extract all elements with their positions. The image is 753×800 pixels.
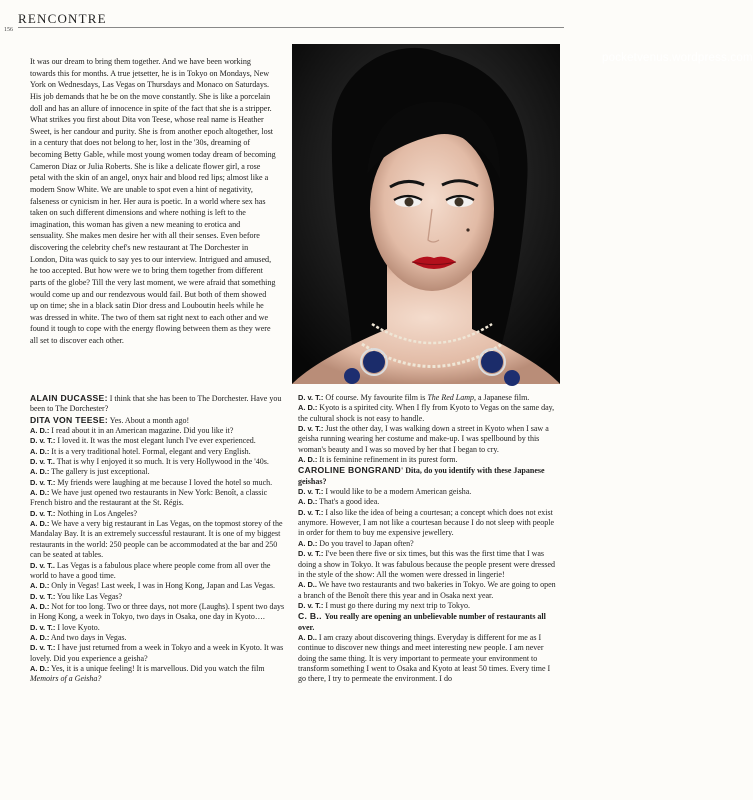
- speech-text: It is feminine refinement in its purest form.: [317, 455, 458, 465]
- interview-paragraph: [298, 539, 558, 549]
- speech-text: I am crazy about discovering things. Everyday is different for me as I continue to discover new things and meet interesting new people. I am never doing the same thing. It is very important to permeate your environment to transform something I went to Osaka and Kyoto at least 50 times. Every time I go there, I try to permeate the environment. I do: [298, 632, 551, 684]
- speaker-label: A. D.:: [30, 663, 50, 673]
- interview-paragraph: [298, 508, 558, 539]
- speaker-label: D. v. T..: [30, 457, 55, 467]
- interview-paragraph: [30, 436, 290, 446]
- interview-paragraph: [30, 664, 290, 685]
- speech-text: We have just opened two restaurants in New York: Benoît, a classic French bistro and the restaurant at the St. Régis.: [30, 488, 268, 508]
- interview-paragraph: [298, 424, 558, 455]
- interview-paragraph: [298, 601, 558, 611]
- interview-column-right: [298, 393, 558, 685]
- speaker-label: D. v. T.:: [298, 549, 324, 559]
- page-number: 156: [4, 27, 13, 33]
- header-divider: [18, 27, 564, 28]
- interview-paragraph: [298, 403, 558, 424]
- interview-paragraph: [30, 457, 290, 467]
- speech-text: Kyoto is a spirited city. When I fly from Kyoto to Vegas on the same day, the cultural shock is not easy to handle.: [298, 403, 555, 423]
- speech-text: You like Las Vegas?: [55, 591, 123, 601]
- speech-text: Not for too long. Two or three days, not more (Laughs). I spent two days in Hong Kong, a week in Tokyo, two days in Osaka, one day in Kyoto….: [30, 601, 285, 622]
- interview-paragraph: [30, 602, 290, 623]
- interview-paragraph: [298, 549, 558, 580]
- speaker-label: D. v. T.:: [298, 393, 324, 402]
- speech-text: Nothing in Los Angeles?: [55, 508, 138, 518]
- speech-text: Yes. About a month ago!: [108, 415, 190, 425]
- interview-paragraph: [298, 465, 558, 487]
- intro-paragraph: It was our dream to bring them together. And we have been working towards this for months. A true jetsetter, he is in Tokyo on Mondays, New York on Wednesdays, Las Vegas on Thursdays and Monaco on Saturdays. His job demands that he be on the move constantly. She is like a porcelain doll and has an allure of innocence in spite of the fact that she is a stripper. What strikes you first about Dita von Teese, whose real name is Heather Sweet, is her candour and purity. She is from another epoch altogether, lost in a century that does not belong to her, lost in the '30s, dreaming of becoming Betty Gable, while most young women today dream of becoming Cameron Diaz or Julia Roberts. She is like a delicate flower girl, a rose petal with the skin of an angel, onyx hair and blood red lips; almost like a modern Snow White. We are unable to spot even a hint of negativity, falseness or cynicism in her. Her aura is poetic. In a world where sex has taken on such different dimensions and where nothing is left to the imagination, this woman has given a new meaning to erotica and sensuality. She makes men desire her with all their senses. Even before discovering the celebrity chef's new restaurant at The Dorchester in London, Dita was quick to say yes to our interview. Intrigued and amused, he too accepted. But how were we to bring them together from different parts of the globe? Till the very last moment, we were afraid that something would come up and our rendezvous would fail. But both of them showed up on time; she in a black satin Dior dress and Louboutin heels while he was dressed in white. The two of them sat right next to each other and we found it tough to cope with the energy flowing between them as they were all set to discover each other.: [30, 57, 276, 345]
- speech-text: Do you travel to Japan often?: [317, 538, 414, 548]
- interview-paragraph: [30, 478, 290, 488]
- speaker-label: D. v. T.:: [30, 622, 56, 632]
- speech-text: I also like the idea of being a courtesan; a concept which does not exist anymore. However, I am not like a courtesan because I do not sleep with people in order for them to buy me expensive jewellery.: [298, 507, 555, 538]
- speech-text: ' Dita, do you identify with these Japanese geishas?: [298, 466, 545, 486]
- speaker-label: D. v. T.:: [30, 477, 56, 487]
- speech-text-tail: , a Japanese film.: [473, 393, 530, 402]
- interview-paragraph: [30, 519, 290, 560]
- speech-text: I think that she has been to The Dorchester. Have you been to The Dorchester?: [30, 394, 282, 414]
- speaker-label: A. D.:: [30, 446, 50, 456]
- speaker-label: DITA VON TEESE:: [30, 414, 109, 425]
- speech-text: I loved it. It was the most elegant lunch I've ever experienced.: [55, 436, 256, 446]
- speaker-label: A. D..: [298, 580, 317, 590]
- section-title: RENCONTRE: [18, 11, 107, 26]
- interview-paragraph: [298, 487, 558, 497]
- speaker-label: A. D.:: [30, 467, 50, 477]
- interview-paragraph: [298, 497, 558, 507]
- speech-text: You really are opening an unbelievable number of restaurants all over.: [298, 612, 546, 632]
- interview-paragraph: [30, 447, 290, 457]
- speaker-label: D. v. T.:: [30, 436, 56, 446]
- speaker-label: C. B..: [298, 611, 325, 622]
- interview-paragraph: [30, 488, 290, 509]
- speech-text: Just the other day, I was walking down a street in Kyoto when I saw a geisha running wearing her costume and make-up. I was spellbound by this woman's beauty and I was so moved by her that I began to cry.: [298, 424, 549, 454]
- interview-paragraph: [30, 643, 290, 664]
- speaker-label: A. D..: [298, 632, 317, 642]
- interview-paragraph: [298, 393, 558, 403]
- interview-paragraph: [30, 633, 290, 643]
- portrait-illustration: [292, 44, 560, 384]
- interview-paragraph: [298, 611, 558, 633]
- speaker-label: D. v. T.:: [298, 600, 324, 610]
- speaker-label: A. D.:: [30, 426, 50, 436]
- speech-text: We have two restaurants and two bakeries in Tokyo. We are going to open a branch of the Benoît there this year and in Osaka next year.: [298, 580, 556, 600]
- speech-text: Only in Vegas! Last week, I was in Hong Kong, Japan and Las Vegas.: [49, 581, 275, 591]
- speech-text: Of course. My favourite film is: [323, 393, 428, 402]
- interview-paragraph: [298, 633, 558, 685]
- speaker-label: A. D.:: [30, 519, 50, 529]
- speaker-label: D. v. T.:: [298, 507, 324, 517]
- interview-paragraph: [30, 592, 290, 602]
- speech-text: I've been there five or six times, but this was the first time that I was doing a show in Tokyo. It was fabulous because the people present were dressed in the style of the show: All the women were dressed in lingerie!: [298, 549, 555, 579]
- interview-paragraph: [30, 509, 290, 519]
- interview-paragraph: [30, 581, 290, 591]
- watermark-text: pocketvenus.wordpress.com: [602, 52, 753, 64]
- speaker-label: A. D.:: [298, 497, 318, 507]
- interview-paragraph: [30, 415, 290, 426]
- speaker-label: D. v. T.:: [298, 487, 324, 497]
- speaker-label: A. D.:: [298, 455, 318, 465]
- speech-text: The gallery is just exceptional.: [49, 467, 150, 477]
- film-title: Memoirs of a Geisha?: [30, 674, 102, 684]
- speaker-label: D. v. T..: [30, 560, 55, 570]
- speech-text: I would like to be a modern American geisha.: [323, 487, 472, 497]
- speaker-label: CAROLINE BONGRAND: [298, 465, 401, 476]
- interview-paragraph: [298, 455, 558, 465]
- speaker-label: A. D.:: [298, 403, 318, 413]
- interview-column-left: [30, 393, 290, 685]
- film-title: The Red Lamp: [427, 393, 474, 402]
- interview-paragraph: [30, 561, 290, 582]
- speech-text: I must go there during my next trip to Tokyo.: [323, 600, 470, 610]
- speech-text: I have just returned from a week in Tokyo and a week in Kyoto. It was lovely. Did you experience a geisha?: [30, 643, 284, 663]
- speech-text: Yes, it is a unique feeling! It is marvellous. Did you watch the film: [49, 663, 265, 673]
- speech-text: Las Vegas is a fabulous place where people come from all over the world to have a good time.: [30, 560, 271, 580]
- interview-paragraph: [298, 580, 558, 601]
- speech-text: It is a very traditional hotel. Formal, elegant and very English.: [49, 446, 251, 456]
- speaker-label: D. v. T.:: [30, 508, 56, 518]
- speaker-label: D. v. T.:: [30, 643, 56, 653]
- portrait-photo: [292, 44, 753, 384]
- speech-text: That is why I enjoyed it so much. It is very Hollywood in the '40s.: [54, 457, 269, 467]
- speech-text: That's a good idea.: [317, 497, 380, 507]
- speech-text: And two days in Vegas.: [49, 632, 127, 642]
- speaker-label: A. D.:: [30, 581, 50, 591]
- interview-paragraph: [30, 467, 290, 477]
- speaker-label: A. D.:: [30, 601, 50, 611]
- speech-text: We have a very big restaurant in Las Vegas, on the topmost storey of the Mandalay Bay. It is an extremely successful restaurant. It is one of my biggest restaurants in the world: 250 people can be accommodated at the bar and 250 can be seated at tables.: [30, 519, 283, 560]
- speaker-label: ALAIN DUCASSE:: [30, 393, 108, 403]
- speech-text: I love Kyoto.: [55, 622, 100, 632]
- speaker-label: A. D.:: [298, 538, 318, 548]
- speaker-label: A. D.:: [30, 488, 50, 498]
- speaker-label: A. D.:: [30, 632, 50, 642]
- interview-paragraph: [30, 426, 290, 436]
- interview-paragraph: [30, 393, 290, 415]
- speech-text: I read about it in an American magazine. Did you like it?: [49, 426, 234, 436]
- speaker-label: D. v. T.:: [30, 591, 56, 601]
- speech-text: My friends were laughing at me because I loved the hotel so much.: [55, 477, 273, 487]
- speaker-label: D. v. T.:: [298, 424, 324, 434]
- interview-paragraph: [30, 623, 290, 633]
